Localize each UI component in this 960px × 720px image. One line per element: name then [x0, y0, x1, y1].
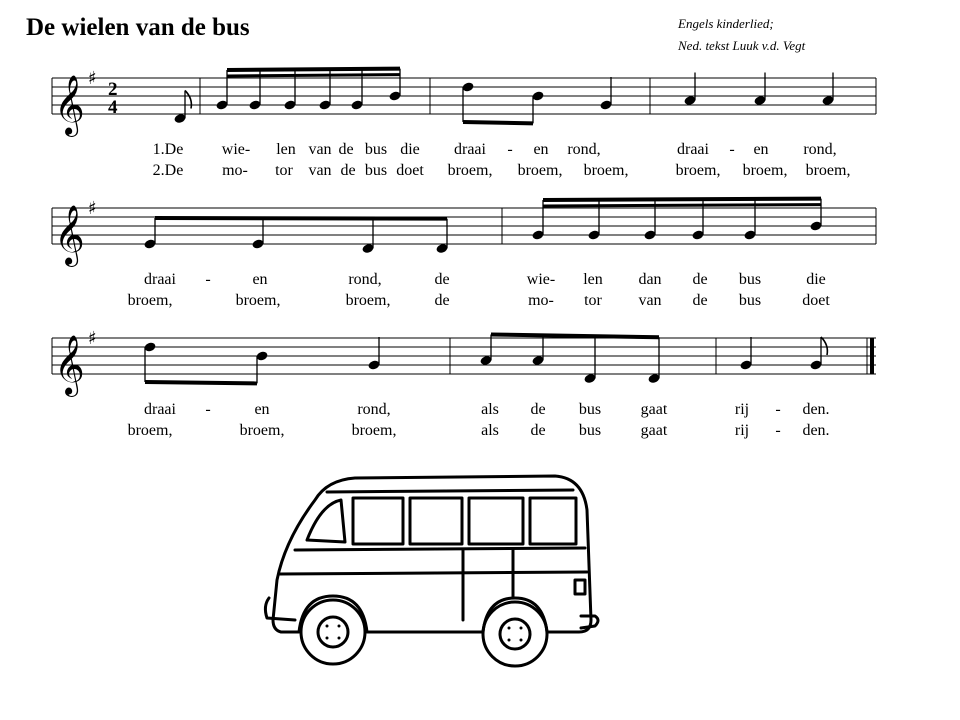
lyric-verse-2: broem, [517, 162, 563, 179]
lyric-verse-2: de [340, 162, 356, 179]
lyric-verse-1: de [530, 401, 546, 418]
treble-clef: 𝄞 [54, 335, 85, 395]
lyric-verse-2: broem, [742, 162, 788, 179]
time-signature-bottom: 4 [108, 97, 118, 118]
lyric-verse-2: broem, [235, 292, 281, 309]
page-title: De wielen van de bus [26, 14, 250, 41]
lyric-verse-2: rij [734, 422, 750, 439]
beam [463, 122, 533, 123]
lyric-verse-1: draai [144, 271, 176, 288]
note-flag [821, 337, 827, 355]
lyric-verse-2: bus [364, 162, 388, 179]
lyric-verse-2: van [308, 162, 332, 179]
lyric-verse-1: die [400, 141, 420, 158]
lyric-verse-2: tor [584, 292, 602, 309]
lyric-verse-2: doet [802, 292, 830, 309]
lyric-verse-1: - [205, 271, 211, 288]
beam-secondary [227, 75, 400, 76]
lyric-verse-2: mo- [222, 162, 248, 179]
treble-clef: 𝄞 [54, 205, 85, 265]
lyric-verse-2: 2.De [152, 162, 184, 179]
beam-secondary [543, 205, 821, 206]
lyric-verse-1: - [205, 401, 211, 418]
lyric-verse-2: broem, [127, 422, 173, 439]
credit-line-1: Engels kinderlied; [678, 16, 774, 31]
lyric-verse-2: tor [275, 162, 293, 179]
lyric-verse-1: wie- [526, 271, 556, 288]
lyric-verse-2: de [530, 422, 546, 439]
lyric-verse-2: doet [396, 162, 424, 179]
lyric-verse-1: - [507, 141, 513, 158]
lyric-verse-1: rij [734, 401, 750, 418]
lyric-verse-1: - [775, 401, 781, 418]
lyric-verse-2: broem, [345, 292, 391, 309]
lyric-verse-2: broem, [127, 292, 173, 309]
lyric-verse-1: bus [738, 271, 762, 288]
lyric-verse-2: de [434, 292, 450, 309]
lyric-verse-1: den. [802, 401, 830, 418]
beam [155, 218, 447, 219]
lyric-verse-1: 1.De [152, 141, 184, 158]
lyric-verse-2: als [481, 422, 499, 439]
lyric-verse-1: als [481, 401, 499, 418]
lyric-verse-1: rond, [567, 141, 601, 158]
lyric-verse-1: rond, [348, 271, 382, 288]
lyric-verse-2: broem, [239, 422, 285, 439]
key-sharp: ♯ [88, 68, 97, 89]
key-sharp: ♯ [88, 328, 97, 349]
lyric-verse-1: de [692, 271, 708, 288]
lyric-verse-2: broem, [351, 422, 397, 439]
key-sharp: ♯ [88, 198, 97, 219]
lyric-verse-2: broem, [805, 162, 851, 179]
lyric-verse-2: bus [578, 422, 602, 439]
credit-line-2: Ned. tekst Luuk v.d. Vegt [678, 38, 806, 53]
lyric-verse-1: gaat [640, 401, 668, 418]
note-flag [185, 91, 191, 109]
lyric-verse-1: - [729, 141, 735, 158]
time-signature-top: 2 [108, 79, 118, 100]
lyric-verse-1: en [254, 401, 270, 418]
lyric-verse-1: len [583, 271, 603, 288]
lyric-verse-2: broem, [447, 162, 493, 179]
lyric-verse-2: gaat [640, 422, 668, 439]
lyric-verse-1: dan [638, 271, 662, 288]
lyric-verse-1: len [276, 141, 296, 158]
lyric-verse-1: draai [144, 401, 176, 418]
lyric-verse-2: - [775, 422, 781, 439]
lyric-verse-1: bus [364, 141, 388, 158]
lyric-verse-1: en [533, 141, 549, 158]
beam [227, 69, 400, 70]
lyric-verse-2: bus [738, 292, 762, 309]
lyric-verse-2: broem, [675, 162, 721, 179]
lyric-verse-1: draai [677, 141, 709, 158]
treble-clef: 𝄞 [54, 75, 85, 135]
lyric-verse-1: draai [454, 141, 486, 158]
lyric-verse-1: en [753, 141, 769, 158]
lyric-verse-2: mo- [528, 292, 554, 309]
lyric-verse-1: rond, [803, 141, 837, 158]
lyric-verse-1: de [434, 271, 450, 288]
beam [491, 335, 659, 338]
lyric-verse-1: de [338, 141, 354, 158]
lyric-verse-1: van [308, 141, 332, 158]
lyric-verse-2: de [692, 292, 708, 309]
lyric-verse-1: en [252, 271, 268, 288]
lyric-verse-2: van [638, 292, 662, 309]
lyric-verse-1: wie- [221, 141, 251, 158]
lyric-verse-1: die [806, 271, 826, 288]
bus-illustration [255, 470, 610, 695]
beam [145, 382, 257, 383]
lyric-verse-1: rond, [357, 401, 391, 418]
lyric-verse-1: bus [578, 401, 602, 418]
lyric-verse-2: broem, [583, 162, 629, 179]
beam [543, 199, 821, 200]
lyric-verse-2: den. [802, 422, 830, 439]
